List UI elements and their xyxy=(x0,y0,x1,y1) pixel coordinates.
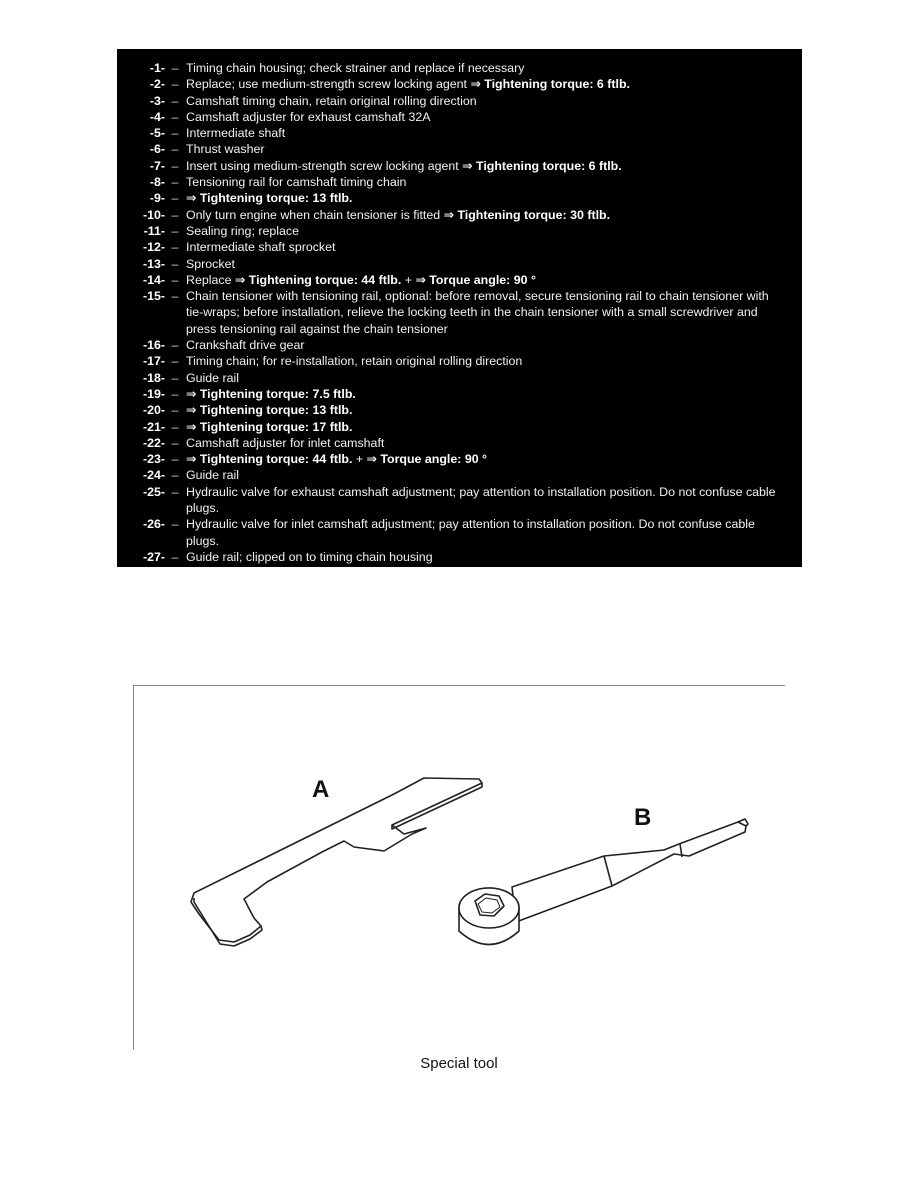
legend-item-description xyxy=(186,158,802,174)
legend-item-description xyxy=(186,76,802,92)
description-text: Tensioning rail for camshaft timing chain xyxy=(186,175,407,190)
legend-panel xyxy=(117,49,802,567)
legend-item-dash: – xyxy=(171,191,179,206)
description-text: Hydraulic valve for inlet camshaft adjustment; pay attention to installation position. Do not confuse cable plugs. xyxy=(186,517,755,548)
legend-item-dash: – xyxy=(171,158,179,173)
torque-spec: Tightening torque: 6 ftlb. xyxy=(480,77,630,92)
legend-item-dash: – xyxy=(171,142,179,157)
description-text: Sealing ring; replace xyxy=(186,223,299,238)
legend-item-dash: – xyxy=(171,484,179,499)
legend-item-description xyxy=(186,386,802,402)
legend-item-dash: – xyxy=(171,549,179,564)
legend-item-number: -13- xyxy=(142,256,165,271)
legend-item-description xyxy=(186,141,802,157)
legend-list xyxy=(117,60,802,565)
legend-item-dash: – xyxy=(171,338,179,353)
description-text: Timing chain; for re-installation, retain original rolling direction xyxy=(186,354,523,369)
arrow-icon: ⇒ xyxy=(415,272,426,287)
arrow-icon: ⇒ xyxy=(366,452,377,467)
description-text: Chain tensioner with tensioning rail, optional: before removal, secure tensioning rail to chain tensioner with tie-wraps; before installation, relieve the locking teeth in the chain tensioner with a small screwdriver and press tensioning rail against the chain tensioner xyxy=(186,289,769,336)
torque-spec: Tightening torque: 30 ftlb. xyxy=(454,207,611,222)
legend-item-number: -10- xyxy=(142,207,165,222)
legend-item-description xyxy=(186,60,802,76)
tool-b-wrench xyxy=(459,819,748,945)
legend-item-dash: – xyxy=(171,207,179,222)
legend-item xyxy=(117,190,802,206)
legend-item-number: -16- xyxy=(142,338,165,353)
legend-item-description xyxy=(186,419,802,435)
legend-item xyxy=(117,207,802,223)
arrow-icon: ⇒ xyxy=(186,386,197,401)
arrow-icon: ⇒ xyxy=(186,419,197,434)
legend-item-number: -6- xyxy=(149,142,165,157)
legend-item-description xyxy=(186,549,802,565)
legend-item xyxy=(117,141,802,157)
torque-spec: Tightening torque: 44 ftlb. xyxy=(196,452,353,467)
description-text: Only turn engine when chain tensioner is fitted xyxy=(186,207,444,222)
legend-item xyxy=(117,353,802,369)
legend-item-description xyxy=(186,337,802,353)
legend-item-dash: – xyxy=(171,354,179,369)
legend-item-dash: – xyxy=(171,452,179,467)
legend-item xyxy=(117,467,802,483)
legend-item xyxy=(117,93,802,109)
description-text: + xyxy=(352,452,367,467)
legend-item-dash: – xyxy=(171,256,179,271)
description-text: Camshaft timing chain, retain original rolling direction xyxy=(186,93,477,108)
description-text: Camshaft adjuster for exhaust camshaft 32A xyxy=(186,109,431,124)
legend-item-number: -21- xyxy=(142,419,165,434)
legend-item-description xyxy=(186,272,802,288)
legend-item-description xyxy=(186,402,802,418)
description-text: Timing chain housing; check strainer and replace if necessary xyxy=(186,61,525,75)
legend-item xyxy=(117,125,802,141)
legend-item-description xyxy=(186,125,802,141)
legend-item-dash: – xyxy=(171,109,179,124)
legend-item xyxy=(117,435,802,451)
legend-item-dash: – xyxy=(171,240,179,255)
torque-spec: Tightening torque: 6 ftlb. xyxy=(472,158,622,173)
legend-item-number: -17- xyxy=(142,354,165,369)
label-b: B xyxy=(634,804,652,831)
legend-item-number: -24- xyxy=(142,468,165,483)
description-text: Camshaft adjuster for inlet camshaft xyxy=(186,435,385,450)
legend-item-number: -15- xyxy=(142,289,165,304)
arrow-icon: ⇒ xyxy=(443,207,454,222)
legend-item xyxy=(117,158,802,174)
torque-spec: Torque angle: 90 ° xyxy=(376,452,488,467)
legend-item-dash: – xyxy=(171,77,179,92)
torque-spec: Torque angle: 90 ° xyxy=(425,272,536,287)
legend-item xyxy=(117,402,802,418)
tool-a-plate xyxy=(191,778,482,946)
legend-item-number: -22- xyxy=(142,435,165,450)
legend-item-number: -19- xyxy=(142,386,165,401)
legend-item xyxy=(117,386,802,402)
description-text: + xyxy=(401,272,416,287)
torque-spec: Tightening torque: 7.5 ftlb. xyxy=(196,386,356,401)
arrow-icon: ⇒ xyxy=(186,191,197,206)
legend-item-dash: – xyxy=(171,175,179,190)
legend-item xyxy=(117,370,802,386)
legend-item xyxy=(117,516,802,549)
arrow-icon: ⇒ xyxy=(234,272,246,287)
legend-item-description xyxy=(186,288,802,337)
legend-item-dash: – xyxy=(171,93,179,108)
figure-caption: Special tool xyxy=(420,1055,498,1072)
legend-item-number: -4- xyxy=(149,109,165,124)
legend-item-description xyxy=(186,353,802,369)
arrow-icon: ⇒ xyxy=(186,452,197,467)
description-text: Intermediate shaft xyxy=(186,126,286,141)
description-text: Guide rail xyxy=(186,370,240,385)
description-text: Insert using medium-strength screw locking agent xyxy=(186,158,463,173)
legend-item-dash: – xyxy=(171,61,179,75)
legend-item xyxy=(117,549,802,565)
legend-item-number: -25- xyxy=(142,484,165,499)
torque-spec: Tightening torque: 44 ftlb. xyxy=(245,272,402,287)
special-tool-illustration xyxy=(134,686,786,1051)
description-text: Guide rail xyxy=(186,468,240,483)
legend-item-number: -1- xyxy=(149,61,165,75)
legend-item-description xyxy=(186,190,802,206)
legend-item-description xyxy=(186,435,802,451)
legend-item-description xyxy=(186,223,802,239)
legend-item-number: -2- xyxy=(149,77,165,92)
arrow-icon: ⇒ xyxy=(462,158,473,173)
legend-item-number: -14- xyxy=(142,272,165,287)
torque-spec: Tightening torque: 13 ftlb. xyxy=(196,191,353,206)
legend-item-dash: – xyxy=(171,386,179,401)
legend-item-number: -12- xyxy=(142,240,165,255)
legend-item-description xyxy=(186,109,802,125)
legend-item-number: -11- xyxy=(143,223,165,238)
legend-item-number: -5- xyxy=(149,126,165,141)
description-text: Replace; use medium-strength screw locking agent xyxy=(186,77,471,92)
legend-item-description xyxy=(186,256,802,272)
legend-item xyxy=(117,109,802,125)
legend-item-description xyxy=(186,516,802,549)
description-text: Intermediate shaft sprocket xyxy=(186,240,336,255)
legend-item xyxy=(117,76,802,92)
legend-item xyxy=(117,419,802,435)
legend-item-description xyxy=(186,467,802,483)
label-a: A xyxy=(312,776,330,803)
description-text: Hydraulic valve for exhaust camshaft adjustment; pay attention to installation position. Do not confuse cable plugs. xyxy=(186,484,776,516)
description-text: Sprocket xyxy=(186,256,235,271)
legend-item-dash: – xyxy=(171,126,179,141)
legend-item-dash: – xyxy=(171,289,179,304)
legend-item-description xyxy=(186,93,802,109)
legend-item-dash: – xyxy=(171,272,179,287)
legend-item-description xyxy=(186,239,802,255)
torque-spec: Tightening torque: 13 ftlb. xyxy=(196,403,353,418)
legend-item-dash: – xyxy=(171,370,179,385)
legend-item-dash: – xyxy=(171,517,179,532)
legend-item xyxy=(117,239,802,255)
legend-item-number: -27- xyxy=(142,549,165,564)
legend-item-dash: – xyxy=(171,435,179,450)
legend-item-number: -20- xyxy=(142,403,165,418)
legend-item xyxy=(117,484,802,517)
legend-item xyxy=(117,288,802,337)
legend-item xyxy=(117,451,802,467)
legend-item-dash: – xyxy=(171,403,179,418)
legend-item xyxy=(117,60,802,76)
description-text: Replace xyxy=(186,272,235,287)
legend-item xyxy=(117,337,802,353)
legend-item-dash: – xyxy=(171,223,179,238)
description-text: Crankshaft drive gear xyxy=(186,338,305,353)
legend-item-dash: – xyxy=(171,468,179,483)
legend-item-description xyxy=(186,370,802,386)
legend-item-description xyxy=(186,174,802,190)
legend-item xyxy=(117,223,802,239)
special-tool-figure xyxy=(133,685,785,1050)
legend-item-number: -26- xyxy=(142,517,165,532)
description-text: Guide rail; clipped on to timing chain housing xyxy=(186,549,433,564)
legend-item-number: -3- xyxy=(149,93,165,108)
legend-item xyxy=(117,272,802,288)
legend-item-description xyxy=(186,484,802,517)
legend-item-dash: – xyxy=(171,419,179,434)
torque-spec: Tightening torque: 17 ftlb. xyxy=(196,419,353,434)
legend-item xyxy=(117,256,802,272)
legend-item-number: -18- xyxy=(142,370,165,385)
legend-item-number: -8- xyxy=(149,175,165,190)
legend-item-description xyxy=(186,207,802,223)
arrow-icon: ⇒ xyxy=(470,77,481,92)
legend-item xyxy=(117,174,802,190)
legend-item-description xyxy=(186,451,802,467)
legend-item-number: -9- xyxy=(149,191,165,206)
arrow-icon: ⇒ xyxy=(186,403,197,418)
legend-item-number: -23- xyxy=(142,452,165,467)
description-text: Thrust washer xyxy=(186,142,265,157)
legend-item-number: -7- xyxy=(149,158,165,173)
